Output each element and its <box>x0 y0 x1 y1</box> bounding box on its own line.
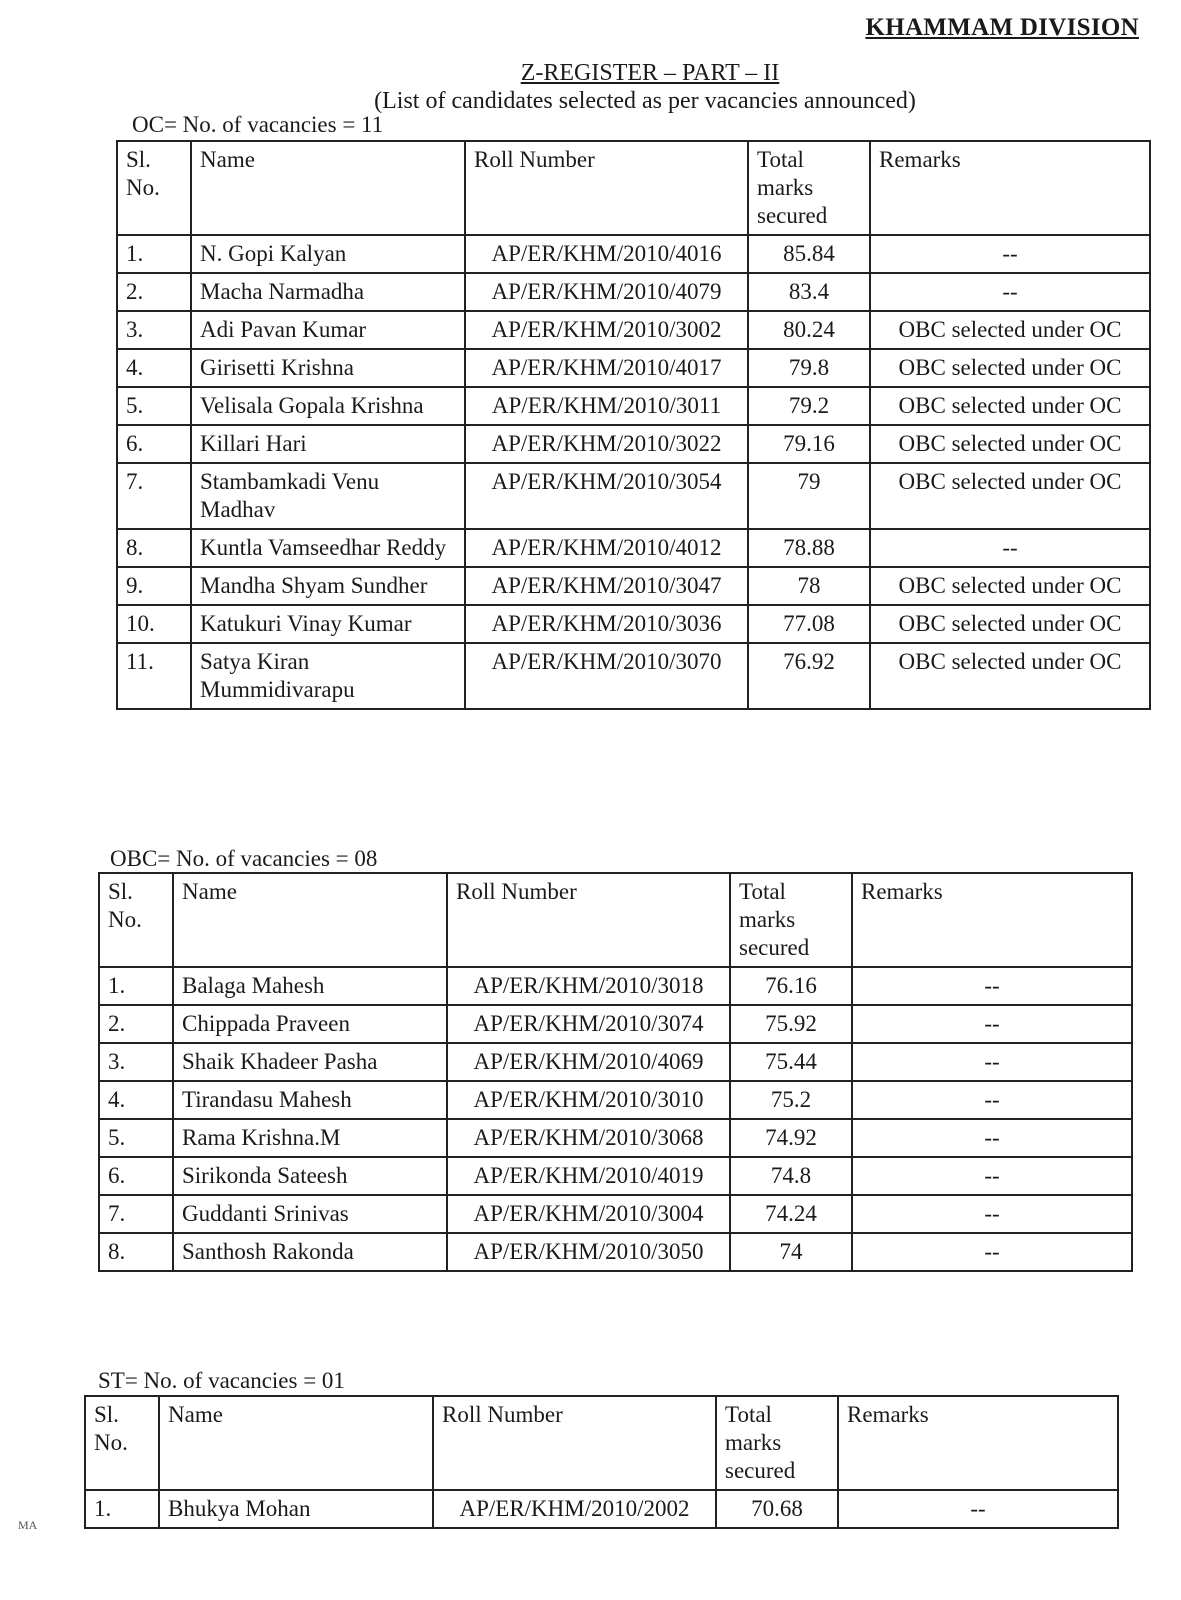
row-name: Adi Pavan Kumar <box>191 311 465 349</box>
row-total-marks: 75.92 <box>730 1005 852 1043</box>
row-name: Velisala Gopala Krishna <box>191 387 465 425</box>
row-sl: 11. <box>117 643 191 709</box>
column-header-sl: Sl. No. <box>85 1396 159 1490</box>
row-roll-number: AP/ER/KHM/2010/3022 <box>465 425 748 463</box>
row-roll-number: AP/ER/KHM/2010/3054 <box>465 463 748 529</box>
table-header-row <box>85 1396 1118 1490</box>
column-header-marks: Total marks secured <box>716 1396 838 1490</box>
row-name: Macha Narmadha <box>191 273 465 311</box>
row-name: Kuntla Vamseedhar Reddy <box>191 529 465 567</box>
row-total-marks: 74.24 <box>730 1195 852 1233</box>
row-name: Satya Kiran Mummidivarapu <box>191 643 465 709</box>
row-remarks: -- <box>870 273 1150 311</box>
row-total-marks: 75.2 <box>730 1081 852 1119</box>
row-total-marks: 70.68 <box>716 1490 838 1528</box>
row-name: Bhukya Mohan <box>159 1490 433 1528</box>
row-roll-number: AP/ER/KHM/2010/3047 <box>465 567 748 605</box>
table-row <box>99 967 1132 1005</box>
row-name: N. Gopi Kalyan <box>191 235 465 273</box>
obc-vacancies-heading: OBC= No. of vacancies = 08 <box>110 846 378 871</box>
column-header-marks: Total marks secured <box>748 141 870 235</box>
row-total-marks: 74.92 <box>730 1119 852 1157</box>
row-sl: 8. <box>117 529 191 567</box>
row-sl: 2. <box>99 1005 173 1043</box>
row-total-marks: 83.4 <box>748 273 870 311</box>
row-total-marks: 75.44 <box>730 1043 852 1081</box>
column-header-roll: Roll Number <box>447 873 730 967</box>
table-row <box>99 1233 1132 1271</box>
row-sl: 3. <box>99 1043 173 1081</box>
row-roll-number: AP/ER/KHM/2010/4019 <box>447 1157 730 1195</box>
row-total-marks: 79.2 <box>748 387 870 425</box>
row-total-marks: 78.88 <box>748 529 870 567</box>
row-total-marks: 74.8 <box>730 1157 852 1195</box>
row-total-marks: 79.8 <box>748 349 870 387</box>
row-remarks: -- <box>852 1157 1132 1195</box>
row-roll-number: AP/ER/KHM/2010/2002 <box>433 1490 716 1528</box>
row-sl: 10. <box>117 605 191 643</box>
row-name: Tirandasu Mahesh <box>173 1081 447 1119</box>
row-sl: 1. <box>117 235 191 273</box>
row-sl: 8. <box>99 1233 173 1271</box>
table-row <box>85 1490 1118 1528</box>
row-roll-number: AP/ER/KHM/2010/3002 <box>465 311 748 349</box>
column-header-roll: Roll Number <box>433 1396 716 1490</box>
row-sl: 7. <box>117 463 191 529</box>
row-roll-number: AP/ER/KHM/2010/4012 <box>465 529 748 567</box>
row-total-marks: 77.08 <box>748 605 870 643</box>
row-roll-number: AP/ER/KHM/2010/3036 <box>465 605 748 643</box>
column-header-name: Name <box>191 141 465 235</box>
row-name: Sirikonda Sateesh <box>173 1157 447 1195</box>
row-name: Stambamkadi Venu Madhav <box>191 463 465 529</box>
table-row <box>99 1157 1132 1195</box>
st-table <box>84 1395 1119 1529</box>
oc-vacancies-heading: OC= No. of vacancies = 11 <box>132 112 384 137</box>
row-remarks: OBC selected under OC <box>870 463 1150 529</box>
row-remarks: -- <box>852 1005 1132 1043</box>
row-remarks: OBC selected under OC <box>870 349 1150 387</box>
table-row <box>117 311 1150 349</box>
row-sl: 6. <box>99 1157 173 1195</box>
row-roll-number: AP/ER/KHM/2010/3004 <box>447 1195 730 1233</box>
row-remarks: OBC selected under OC <box>870 311 1150 349</box>
row-sl: 6. <box>117 425 191 463</box>
table-row <box>99 1195 1132 1233</box>
column-header-name: Name <box>173 873 447 967</box>
row-remarks: OBC selected under OC <box>870 567 1150 605</box>
row-total-marks: 76.16 <box>730 967 852 1005</box>
row-remarks: -- <box>852 1043 1132 1081</box>
table-row <box>99 1081 1132 1119</box>
st-vacancies-heading: ST= No. of vacancies = 01 <box>98 1368 345 1393</box>
column-header-remarks: Remarks <box>852 873 1132 967</box>
table-header-row <box>117 141 1150 235</box>
row-name: Santhosh Rakonda <box>173 1233 447 1271</box>
table-row <box>99 1043 1132 1081</box>
row-remarks: -- <box>852 1233 1132 1271</box>
row-roll-number: AP/ER/KHM/2010/3011 <box>465 387 748 425</box>
row-roll-number: AP/ER/KHM/2010/3050 <box>447 1233 730 1271</box>
row-total-marks: 79 <box>748 463 870 529</box>
row-roll-number: AP/ER/KHM/2010/3018 <box>447 967 730 1005</box>
row-roll-number: AP/ER/KHM/2010/4016 <box>465 235 748 273</box>
row-remarks: OBC selected under OC <box>870 425 1150 463</box>
row-sl: 4. <box>99 1081 173 1119</box>
document-title: Z-REGISTER – PART – II <box>520 60 780 86</box>
row-remarks: OBC selected under OC <box>870 643 1150 709</box>
row-total-marks: 74 <box>730 1233 852 1271</box>
table-row <box>117 605 1150 643</box>
row-sl: 2. <box>117 273 191 311</box>
column-header-name: Name <box>159 1396 433 1490</box>
table-row <box>117 643 1150 709</box>
document-subtitle: (List of candidates selected as per vacancies announced) <box>374 88 916 114</box>
row-name: Shaik Khadeer Pasha <box>173 1043 447 1081</box>
row-roll-number: AP/ER/KHM/2010/3010 <box>447 1081 730 1119</box>
division-heading: KHAMMAM DIVISION <box>865 14 1139 41</box>
row-roll-number: AP/ER/KHM/2010/3070 <box>465 643 748 709</box>
table-row <box>117 425 1150 463</box>
table-row <box>117 235 1150 273</box>
column-header-sl: Sl. No. <box>99 873 173 967</box>
row-remarks: -- <box>870 529 1150 567</box>
row-remarks: -- <box>852 1119 1132 1157</box>
row-remarks: -- <box>852 1081 1132 1119</box>
row-roll-number: AP/ER/KHM/2010/4017 <box>465 349 748 387</box>
row-name: Balaga Mahesh <box>173 967 447 1005</box>
column-header-remarks: Remarks <box>870 141 1150 235</box>
row-total-marks: 80.24 <box>748 311 870 349</box>
table-row <box>117 349 1150 387</box>
column-header-sl: Sl. No. <box>117 141 191 235</box>
row-name: Katukuri Vinay Kumar <box>191 605 465 643</box>
row-name: Killari Hari <box>191 425 465 463</box>
row-sl: 7. <box>99 1195 173 1233</box>
oc-table <box>116 140 1151 710</box>
row-roll-number: AP/ER/KHM/2010/3068 <box>447 1119 730 1157</box>
row-remarks: OBC selected under OC <box>870 387 1150 425</box>
row-sl: 1. <box>85 1490 159 1528</box>
row-remarks: OBC selected under OC <box>870 605 1150 643</box>
row-sl: 4. <box>117 349 191 387</box>
row-remarks: -- <box>870 235 1150 273</box>
row-remarks: -- <box>838 1490 1118 1528</box>
corner-mark: MA <box>18 1518 38 1532</box>
row-total-marks: 76.92 <box>748 643 870 709</box>
table-row <box>117 529 1150 567</box>
obc-table <box>98 872 1133 1272</box>
row-name: Rama Krishna.M <box>173 1119 447 1157</box>
table-row <box>99 1119 1132 1157</box>
row-total-marks: 79.16 <box>748 425 870 463</box>
column-header-marks: Total marks secured <box>730 873 852 967</box>
table-row <box>99 1005 1132 1043</box>
row-name: Chippada Praveen <box>173 1005 447 1043</box>
row-roll-number: AP/ER/KHM/2010/4079 <box>465 273 748 311</box>
row-sl: 9. <box>117 567 191 605</box>
row-roll-number: AP/ER/KHM/2010/4069 <box>447 1043 730 1081</box>
row-sl: 3. <box>117 311 191 349</box>
row-total-marks: 85.84 <box>748 235 870 273</box>
row-sl: 5. <box>117 387 191 425</box>
row-total-marks: 78 <box>748 567 870 605</box>
table-row <box>117 387 1150 425</box>
row-roll-number: AP/ER/KHM/2010/3074 <box>447 1005 730 1043</box>
row-name: Girisetti Krishna <box>191 349 465 387</box>
row-name: Guddanti Srinivas <box>173 1195 447 1233</box>
column-header-remarks: Remarks <box>838 1396 1118 1490</box>
table-row <box>117 273 1150 311</box>
column-header-roll: Roll Number <box>465 141 748 235</box>
table-header-row <box>99 873 1132 967</box>
row-sl: 5. <box>99 1119 173 1157</box>
row-remarks: -- <box>852 967 1132 1005</box>
row-name: Mandha Shyam Sundher <box>191 567 465 605</box>
table-row <box>117 567 1150 605</box>
row-sl: 1. <box>99 967 173 1005</box>
row-remarks: -- <box>852 1195 1132 1233</box>
table-row <box>117 463 1150 529</box>
